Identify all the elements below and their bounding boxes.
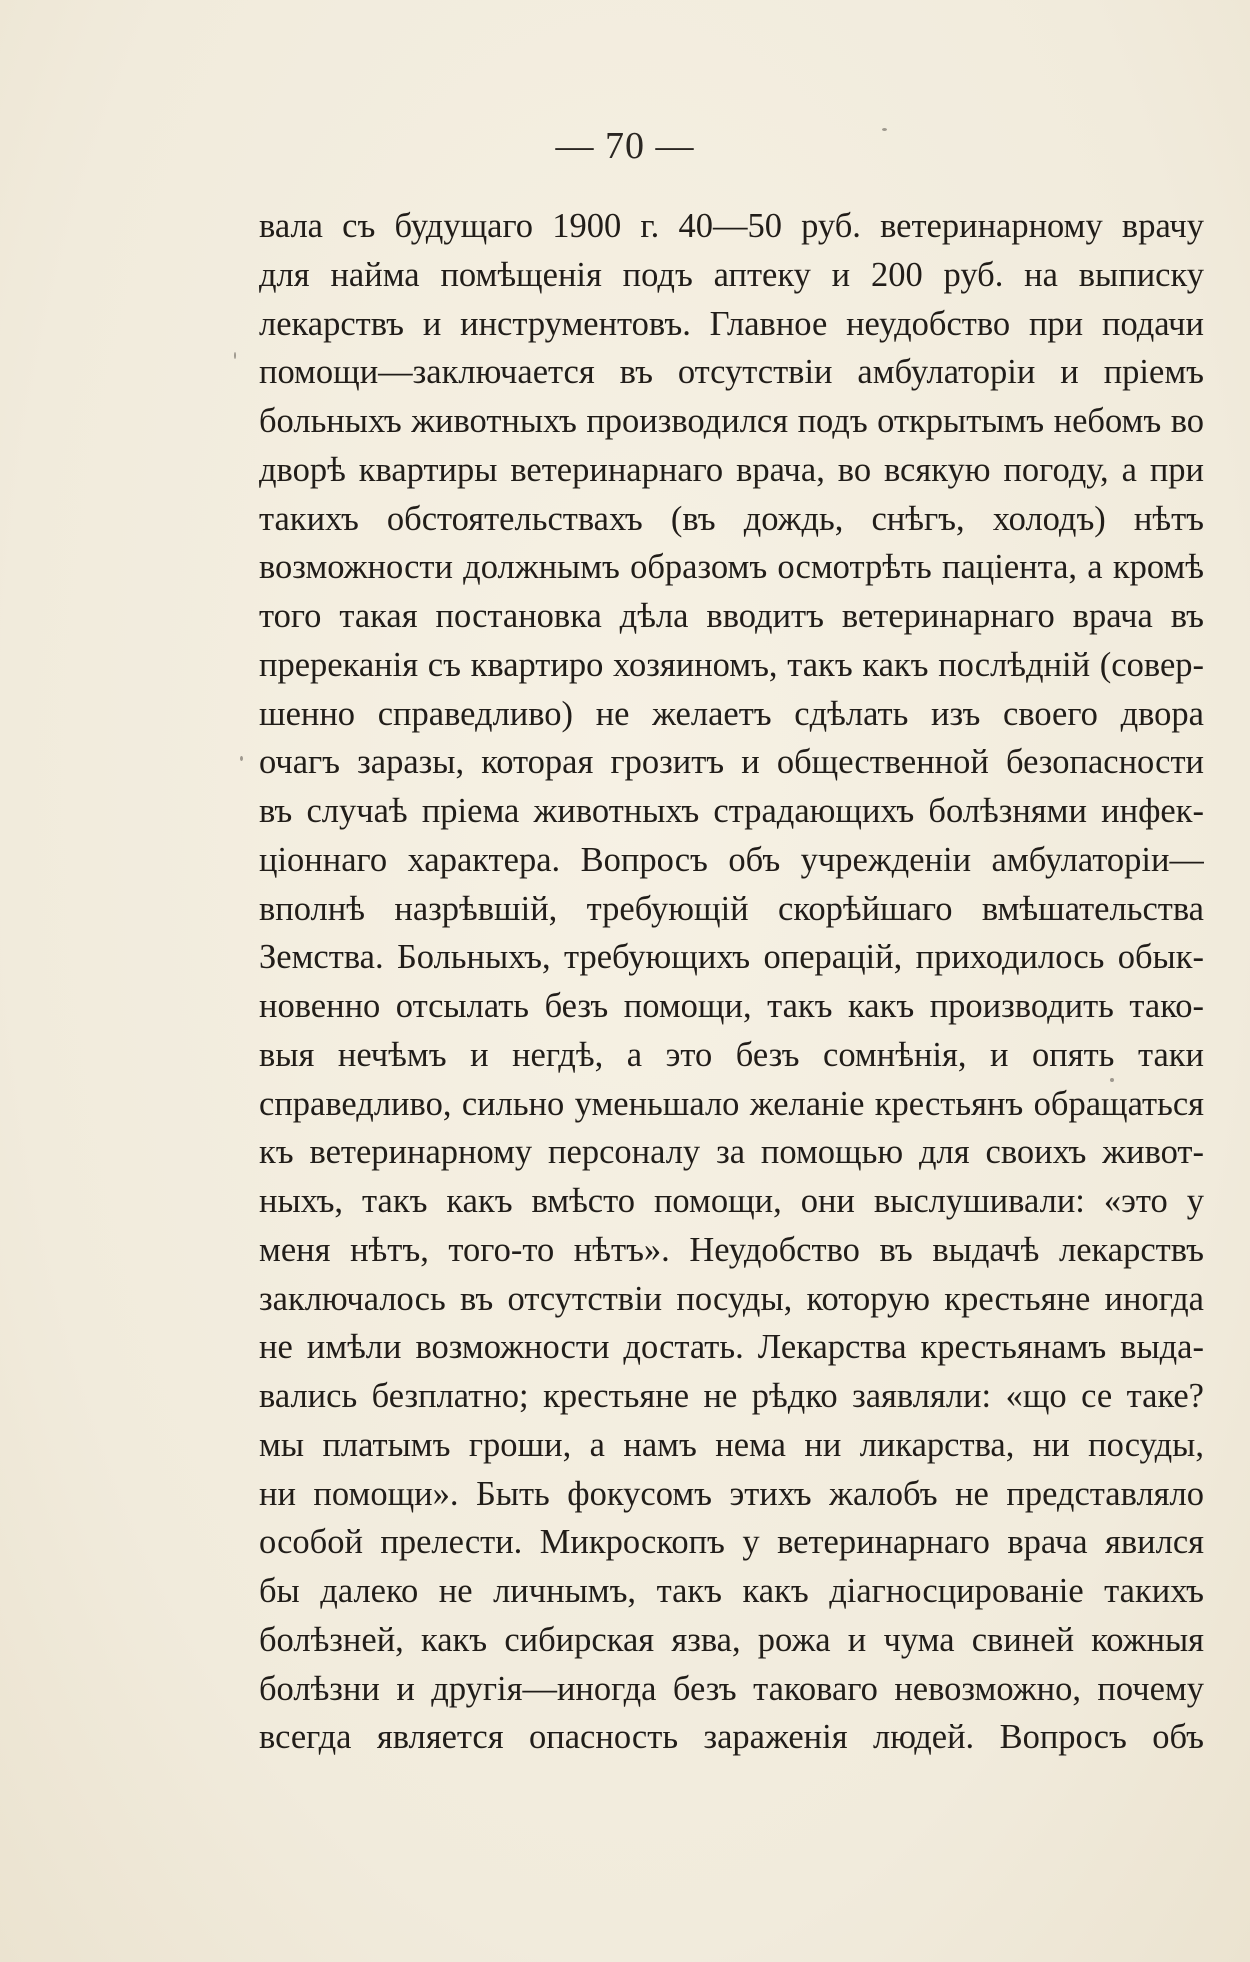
text-line: Земства. Больныхъ, требующихъ операцій, приходилось обык- xyxy=(259,938,1204,977)
text-line: шенно справедливо) не желаетъ сдѣлать изъ своего двора xyxy=(259,694,1204,733)
text-line: пререканія съ квартиро хозяиномъ, такъ какъ послѣдній (совер- xyxy=(259,645,1204,684)
text-line: для найма помѣщенія подъ аптеку и 200 руб. на выписку xyxy=(259,255,1204,294)
text-line: къ ветеринарному персоналу за помощью для своихъ живот- xyxy=(259,1133,1204,1172)
text-line: больныхъ животныхъ производился подъ открытымъ небомъ во xyxy=(259,402,1204,440)
text-line: справедливо, сильно уменьшало желаніе крестьянъ обращаться xyxy=(259,1084,1204,1123)
body-text xyxy=(259,202,1204,1762)
paper-speck xyxy=(234,352,236,359)
text-line: ныхъ, такъ какъ вмѣсто помощи, они выслушивали: «это у xyxy=(259,1182,1204,1220)
text-line: не имѣли возможности достать. Лекарства крестьянамъ выда- xyxy=(259,1328,1204,1367)
text-line: болѣзней, какъ сибирская язва, рожа и чума свиней кожныя xyxy=(259,1620,1204,1659)
paper-speck xyxy=(1110,1078,1114,1082)
text-line: выя нечѣмъ и негдѣ, а это безъ сомнѣнія, и опять таки xyxy=(259,1035,1204,1074)
text-line: болѣзни и другія—иногда безъ таковаго невозможно, почему xyxy=(259,1669,1204,1708)
text-line: бы далеко не личнымъ, такъ какъ діагносцированіе такихъ xyxy=(259,1572,1204,1610)
text-line: вполнѣ назрѣвшій, требующій скорѣйшаго вмѣшательства xyxy=(259,889,1204,928)
text-line: очагъ заразы, которая грозитъ и общественной безопасности xyxy=(259,743,1204,782)
text-line: ціоннаго характера. Вопросъ объ учрежденіи амбулаторіи— xyxy=(259,840,1204,879)
text-line: меня нѣтъ, того-то нѣтъ». Неудобство въ выдачѣ лекарствъ xyxy=(259,1230,1204,1269)
text-line: такихъ обстоятельствахъ (въ дождь, снѣгъ, холодъ) нѣтъ xyxy=(259,499,1204,538)
text-line: особой прелести. Микроскопъ у ветеринарнаго врача явился xyxy=(259,1523,1204,1562)
text-line: помощи—заключается въ отсутствіи амбулаторіи и пріемъ xyxy=(259,353,1204,392)
text-line: мы платымъ гроши, а намъ нема ни ликарства, ни посуды, xyxy=(259,1425,1204,1464)
text-line: лекарствъ и инструментовъ. Главное неудобство при подачи xyxy=(259,304,1204,343)
text-line: того такая постановка дѣла вводитъ ветеринарнаго врача въ xyxy=(259,597,1204,635)
text-line: ни помощи». Быть фокусомъ этихъ жалобъ не представляло xyxy=(259,1474,1204,1513)
text-line: дворѣ квартиры ветеринарнаго врача, во всякую погоду, а при xyxy=(259,450,1204,489)
text-line: вала съ будущаго 1900 г. 40—50 руб. ветеринарному врачу xyxy=(259,207,1204,245)
text-line: всегда является опасность зараженія людей. Вопросъ объ xyxy=(259,1718,1204,1757)
paper-speck xyxy=(240,756,243,761)
text-line: вались безплатно; крестьяне не рѣдко заявляли: «що се таке? xyxy=(259,1377,1204,1415)
text-line: новенно отсылать безъ помощи, такъ какъ производить тако- xyxy=(259,987,1204,1025)
text-line: заключалось въ отсутствіи посуды, которую крестьяне иногда xyxy=(259,1279,1204,1318)
text-line: возможности должнымъ образомъ осмотрѣть паціента, а кромѣ xyxy=(259,548,1204,587)
page-number: — 70 — xyxy=(555,125,695,167)
paper-speck xyxy=(882,128,887,131)
text-line: въ случаѣ пріема животныхъ страдающихъ болѣзнями инфек- xyxy=(259,792,1204,830)
